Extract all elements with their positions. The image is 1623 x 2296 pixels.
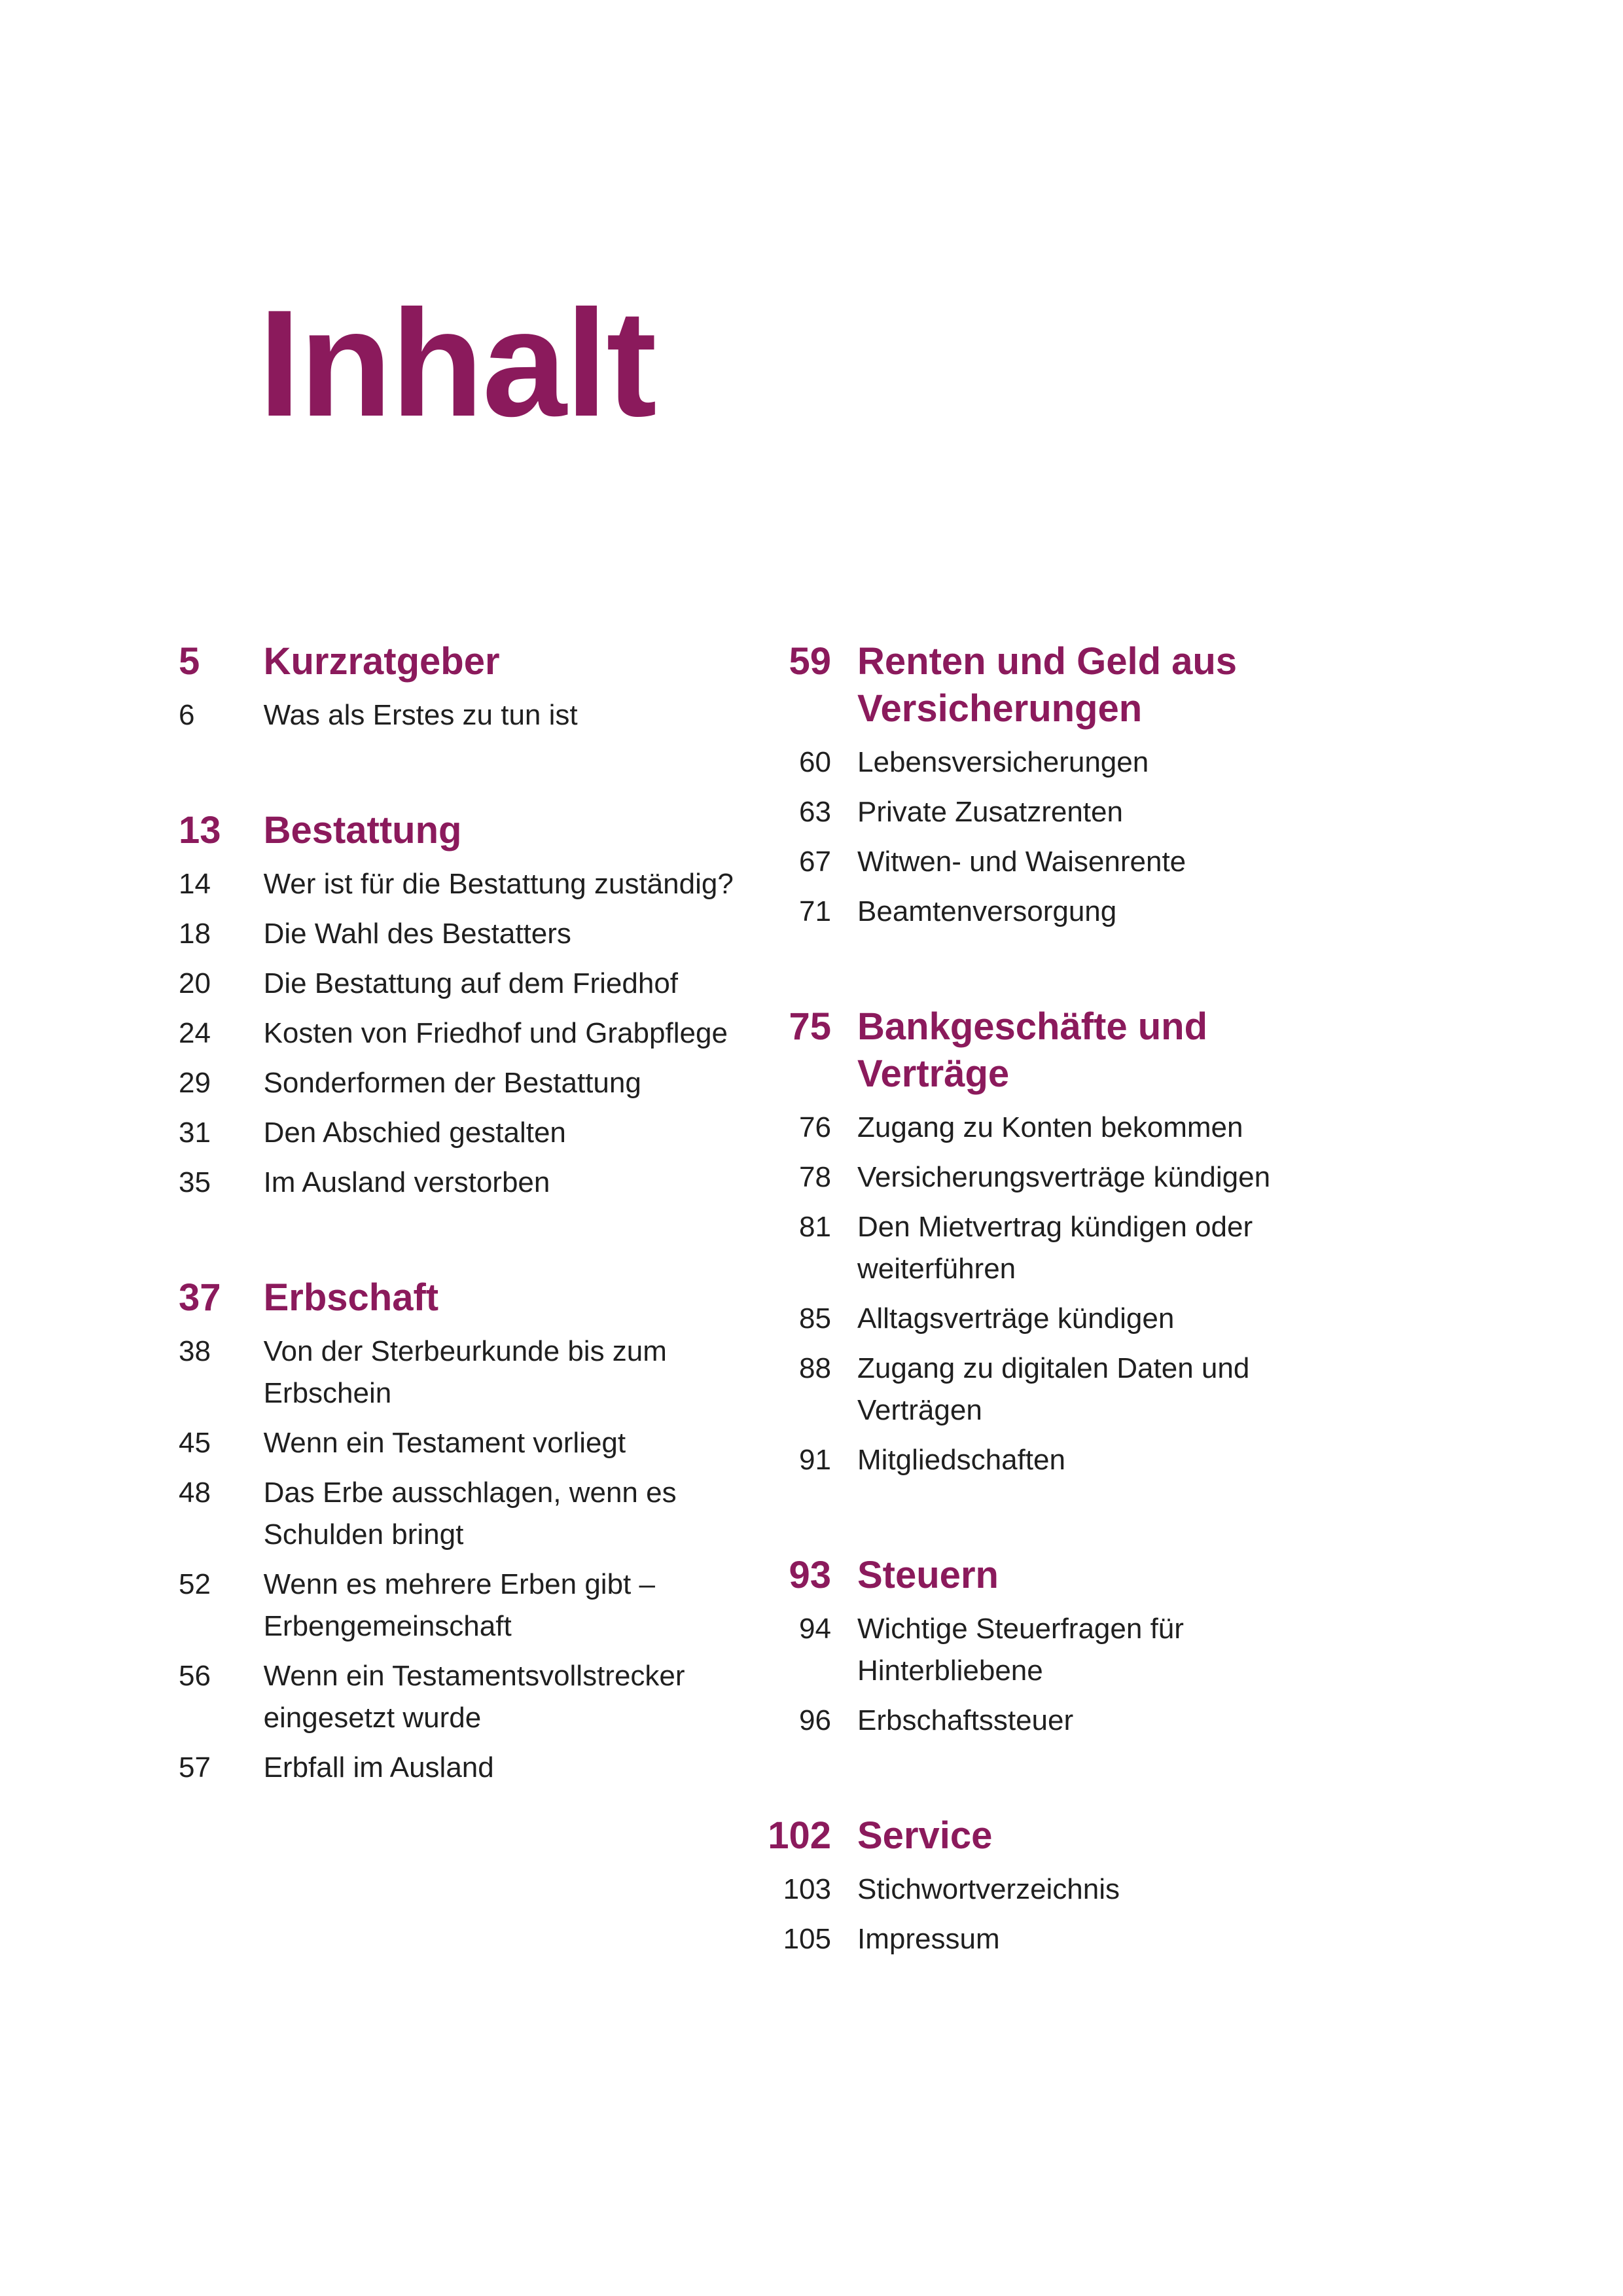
toc-entry[interactable]: [0, 1348, 1623, 1431]
entry-page-number: 85: [799, 1302, 831, 1335]
entry-page-number: 67: [799, 846, 831, 878]
entry-title: Kosten von Friedhof und Grabpflege: [263, 1017, 728, 1049]
section-title: Kurzratgeber: [263, 640, 500, 683]
section-title: Steuern: [857, 1554, 999, 1596]
section-title: Bestattung: [263, 809, 462, 852]
entry-page-number: 76: [799, 1111, 831, 1143]
toc-entry[interactable]: [0, 742, 1623, 783]
entry-title: Versicherungsverträge kündigen: [857, 1161, 1271, 1193]
entry-title: Wenn es mehrere Erben gibt – Erbengemeinschaft: [263, 1568, 655, 1642]
toc-entry[interactable]: [0, 841, 1623, 883]
section-page-number: 75: [789, 1005, 831, 1048]
section-page-number: 5: [179, 640, 200, 683]
entry-page-number: 52: [179, 1568, 211, 1600]
entry-page-number: 105: [783, 1923, 831, 1955]
section-page-number: 59: [789, 640, 831, 683]
entry-title: Stichwortverzeichnis: [857, 1873, 1120, 1905]
entry-page-number: 71: [799, 895, 831, 927]
toc-section: [0, 638, 1623, 933]
entry-title: Private Zusatzrenten: [857, 796, 1123, 828]
toc-section: [0, 1003, 1623, 1481]
entry-title: Was als Erstes zu tun ist: [263, 699, 578, 731]
entry-page-number: 91: [799, 1444, 831, 1476]
toc-section-heading[interactable]: [0, 1552, 1623, 1599]
entry-page-number: 6: [179, 699, 195, 731]
toc-entry[interactable]: [0, 1157, 1623, 1198]
entry-title: Das Erbe ausschlagen, wenn es Schulden bringt: [263, 1477, 677, 1551]
section-page-number: 13: [179, 809, 221, 852]
section-page-number: 93: [789, 1554, 831, 1596]
entry-page-number: 94: [799, 1613, 831, 1645]
toc-entry[interactable]: [0, 791, 1623, 833]
entry-page-number: 20: [179, 967, 211, 999]
entry-title: Witwen- und Waisenrente: [857, 846, 1186, 878]
entry-page-number: 96: [799, 1704, 831, 1736]
toc-section: [0, 1552, 1623, 1742]
toc-entry[interactable]: [0, 1107, 1623, 1149]
entry-title: Wichtige Steuerfragen für Hinterbliebene: [857, 1613, 1184, 1687]
entry-page-number: 60: [799, 746, 831, 778]
entry-page-number: 29: [179, 1067, 211, 1099]
section-title: Service: [857, 1814, 993, 1857]
entry-title: Den Abschied gestalten: [263, 1117, 566, 1149]
toc-entry[interactable]: [0, 1439, 1623, 1481]
section-page-number: 37: [179, 1276, 221, 1319]
toc-section-heading[interactable]: [0, 1003, 1623, 1098]
entry-page-number: 63: [799, 796, 831, 828]
entry-title: Mitgliedschaften: [857, 1444, 1065, 1476]
toc-entry[interactable]: [0, 1918, 1623, 1960]
section-page-number: 102: [768, 1814, 831, 1857]
entry-title: Erbfall im Ausland: [263, 1751, 494, 1784]
entry-title: Wenn ein Testament vorliegt: [263, 1427, 626, 1459]
entry-title: Impressum: [857, 1923, 1000, 1955]
entry-title: Zugang zu Konten bekommen: [857, 1111, 1243, 1143]
entry-title: Von der Sterbeurkunde bis zum Erbschein: [263, 1335, 667, 1409]
entry-page-number: 45: [179, 1427, 211, 1459]
entry-page-number: 88: [799, 1352, 831, 1384]
toc-section-heading[interactable]: [0, 1812, 1623, 1859]
entry-page-number: 81: [799, 1211, 831, 1243]
entry-page-number: 18: [179, 918, 211, 950]
toc-section-heading[interactable]: [0, 638, 1623, 732]
entry-title: Die Wahl des Bestatters: [263, 918, 571, 950]
entry-title: Beamtenversorgung: [857, 895, 1117, 927]
entry-title: Wenn ein Testamentsvollstrecker eingesetzt wurde: [263, 1660, 685, 1734]
entry-page-number: 35: [179, 1166, 211, 1198]
entry-page-number: 31: [179, 1117, 211, 1149]
entry-page-number: 78: [799, 1161, 831, 1193]
entry-page-number: 56: [179, 1660, 211, 1692]
entry-title: Wer ist für die Bestattung zuständig?: [263, 868, 734, 900]
entry-title: Den Mietvertrag kündigen oder weiterführen: [857, 1211, 1253, 1285]
section-title: Erbschaft: [263, 1276, 439, 1319]
entry-title: Im Ausland verstorben: [263, 1166, 550, 1198]
section-title: Renten und Geld aus Versicherungen: [857, 640, 1238, 730]
toc-entry[interactable]: [0, 891, 1623, 933]
page-title: Inhalt: [259, 279, 656, 448]
entry-title: Erbschaftssteuer: [857, 1704, 1074, 1736]
toc-right-column: [0, 638, 1623, 2031]
entry-title: Zugang zu digitalen Daten und Verträgen: [857, 1352, 1250, 1426]
toc-entry[interactable]: [0, 1700, 1623, 1742]
entry-page-number: 38: [179, 1335, 211, 1367]
entry-page-number: 103: [783, 1873, 831, 1905]
entry-page-number: 14: [179, 868, 211, 900]
entry-title: Die Bestattung auf dem Friedhof: [263, 967, 679, 999]
entry-page-number: 57: [179, 1751, 211, 1784]
entry-title: Lebensversicherungen: [857, 746, 1149, 778]
entry-page-number: 24: [179, 1017, 211, 1049]
toc-entry[interactable]: [0, 1869, 1623, 1910]
toc-entry[interactable]: [0, 1298, 1623, 1340]
entry-title: Sonderformen der Bestattung: [263, 1067, 641, 1099]
entry-page-number: 48: [179, 1477, 211, 1509]
toc-entry[interactable]: [0, 1206, 1623, 1290]
section-title: Bankgeschäfte und Verträge: [857, 1005, 1207, 1095]
toc-section: [0, 1812, 1623, 1960]
entry-title: Alltagsverträge kündigen: [857, 1302, 1175, 1335]
toc-entry[interactable]: [0, 1608, 1623, 1692]
